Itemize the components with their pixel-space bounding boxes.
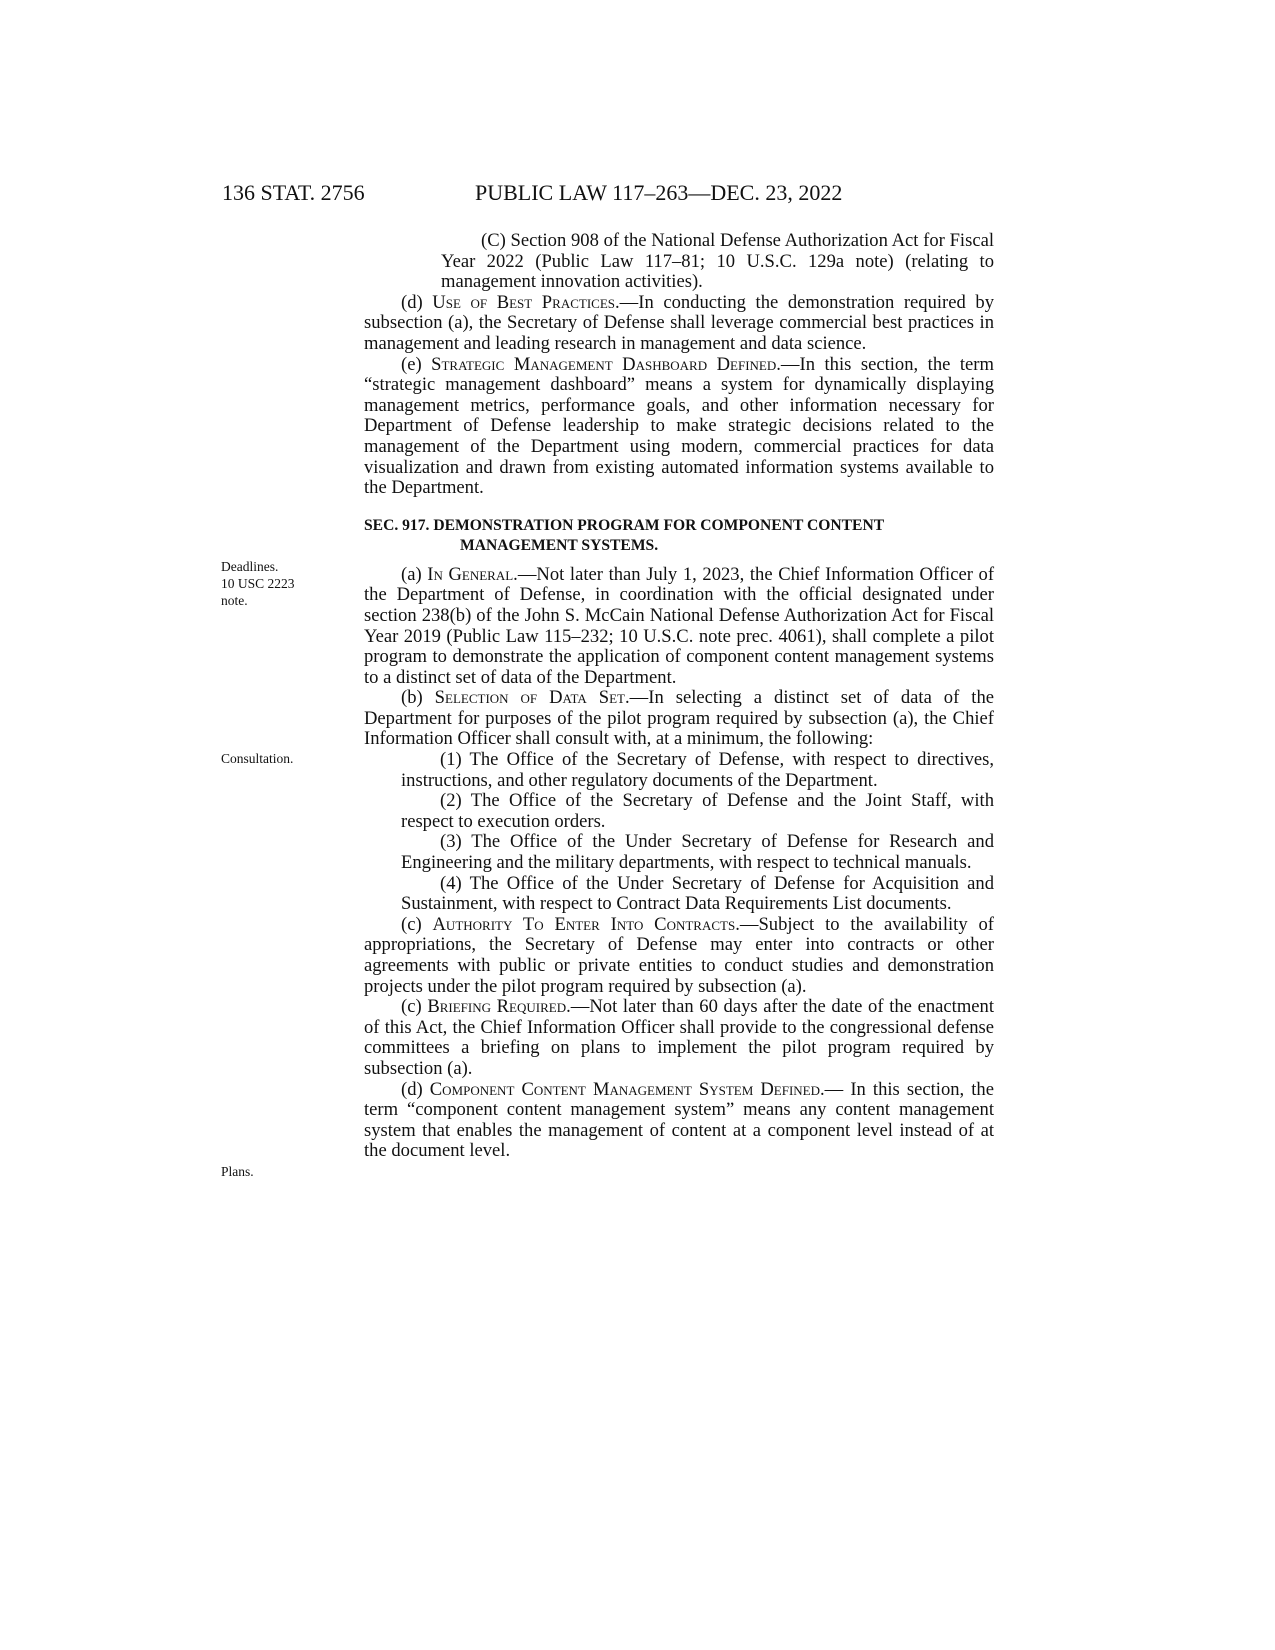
- paragraph-b-selection-of-data-set: [364, 688, 994, 750]
- public-law-running-head: PUBLIC LAW 117–263—DEC. 23, 2022: [475, 180, 843, 205]
- list-item: (2) The Office of the Secretary of Defense and the Joint Staff, with respect to execution orders.: [401, 790, 994, 832]
- paragraph-e-dashboard-defined: [364, 355, 994, 499]
- list-item: (1) The Office of the Secretary of Defense, with respect to directives, instructions, and other regulatory documents of the Department.: [401, 749, 994, 791]
- page-header: [0, 180, 1275, 210]
- subsection-text: —Subject to the availability of appropriations, the Secretary of Defense may enter into contracts or other agreements with public or private entities to conduct studies and demonstration projects under the pilot program required by subsection (a).: [364, 913, 994, 997]
- subsection-label: (d): [401, 1078, 430, 1100]
- margin-note-plans: Plans.: [221, 1164, 254, 1179]
- statute-page-reference: 136 STAT. 2756: [222, 180, 365, 205]
- margin-note-usc-citation: 10 USC 2223: [221, 576, 295, 591]
- subsection-heading: Use of Best Practices.: [432, 291, 620, 313]
- subsection-text: —In this section, the term “strategic management dashboard” means a system for dynamically displaying management metrics, performance goals, and other information necessary for Department of Defense leadership to make strategic decisions related to the management of the Department using modern, commercial practices for data visualization and drawn from existing automated information systems available to the Department.: [364, 353, 994, 499]
- subsection-heading: In General.: [427, 563, 518, 585]
- section-heading-line-2: MANAGEMENT SYSTEMS.: [460, 536, 659, 554]
- paragraph-c-briefing-required: [364, 997, 994, 1079]
- margin-note-note: note.: [221, 593, 248, 608]
- subsection-label: (c): [401, 913, 433, 935]
- paragraph-c-section-908: (C) Section 908 of the National Defense Authorization Act for Fiscal Year 2022 (Public Law 117–81; 10 U.S.C. 129a note) (relating to management innovation activities).: [441, 230, 994, 293]
- subsection-heading: Selection of Data Set.: [434, 687, 630, 709]
- subsection-label: (b): [401, 687, 435, 709]
- margin-note-consultation: Consultation.: [221, 751, 294, 766]
- subsection-text: —In conducting the demonstration required by subsection (a), the Secretary of Defense shall leverage commercial best practices in management and leading research in management and data science.: [364, 291, 994, 354]
- subsection-heading: Briefing Required.: [427, 996, 571, 1018]
- margin-note-deadlines-label: Deadlines.: [221, 559, 279, 574]
- list-item: (4) The Office of the Under Secretary of Defense for Acquisition and Sustainment, with respect to Contract Data Requirements List documents.: [401, 872, 994, 915]
- main-text-column: [364, 231, 994, 1162]
- subsection-text: — In this section, the term “component content management system” means any content management system that enables the management of content at a component level instead of at the document level.: [364, 1078, 994, 1162]
- subsection-heading: Component Content Management System Defined.: [429, 1078, 825, 1100]
- paragraph-d-best-practices: [364, 293, 994, 355]
- subsection-label: (c): [401, 996, 428, 1018]
- subsection-text: —In selecting a distinct set of data of the Department for purposes of the pilot program required by subsection (a), the Chief Information Officer shall consult with, at a minimum, the following:: [364, 687, 994, 750]
- subsection-text: —Not later than 60 days after the date of the enactment of this Act, the Chief Information Officer shall provide to the congressional defense committees a briefing on plans to implement the pilot program required by subsection (a).: [364, 996, 994, 1079]
- section-heading-line-1: SEC. 917. DEMONSTRATION PROGRAM FOR COMPONENT CONTENT: [364, 516, 885, 534]
- paragraph-c-authority-contracts: [364, 915, 994, 997]
- subsection-heading: Authority To Enter Into Contracts.: [432, 913, 740, 935]
- subsection-label: (a): [401, 563, 428, 585]
- list-item: (3) The Office of the Under Secretary of Defense for Research and Engineering and the military departments, with respect to technical manuals.: [401, 831, 994, 874]
- margin-note-deadlines: [221, 558, 331, 609]
- subsection-label: (d): [401, 291, 433, 313]
- section-917-heading: [364, 516, 994, 556]
- subsection-label: (e): [401, 353, 432, 375]
- paragraph-d-ccms-defined: [364, 1080, 994, 1162]
- subsection-heading: Strategic Management Dashboard Defined.: [431, 353, 781, 375]
- paragraph-a-in-general: [364, 565, 994, 689]
- subsection-text: —Not later than July 1, 2023, the Chief Information Officer of the Department of Defense, in coordination with the official designated under section 238(b) of the John S. McCain National Defense Authorization Act for Fiscal Year 2019 (Public Law 115–232; 10 U.S.C. note prec. 4061), shall complete a pilot program to demonstrate the application of component content management systems to a distinct set of data of the Department.: [364, 563, 995, 688]
